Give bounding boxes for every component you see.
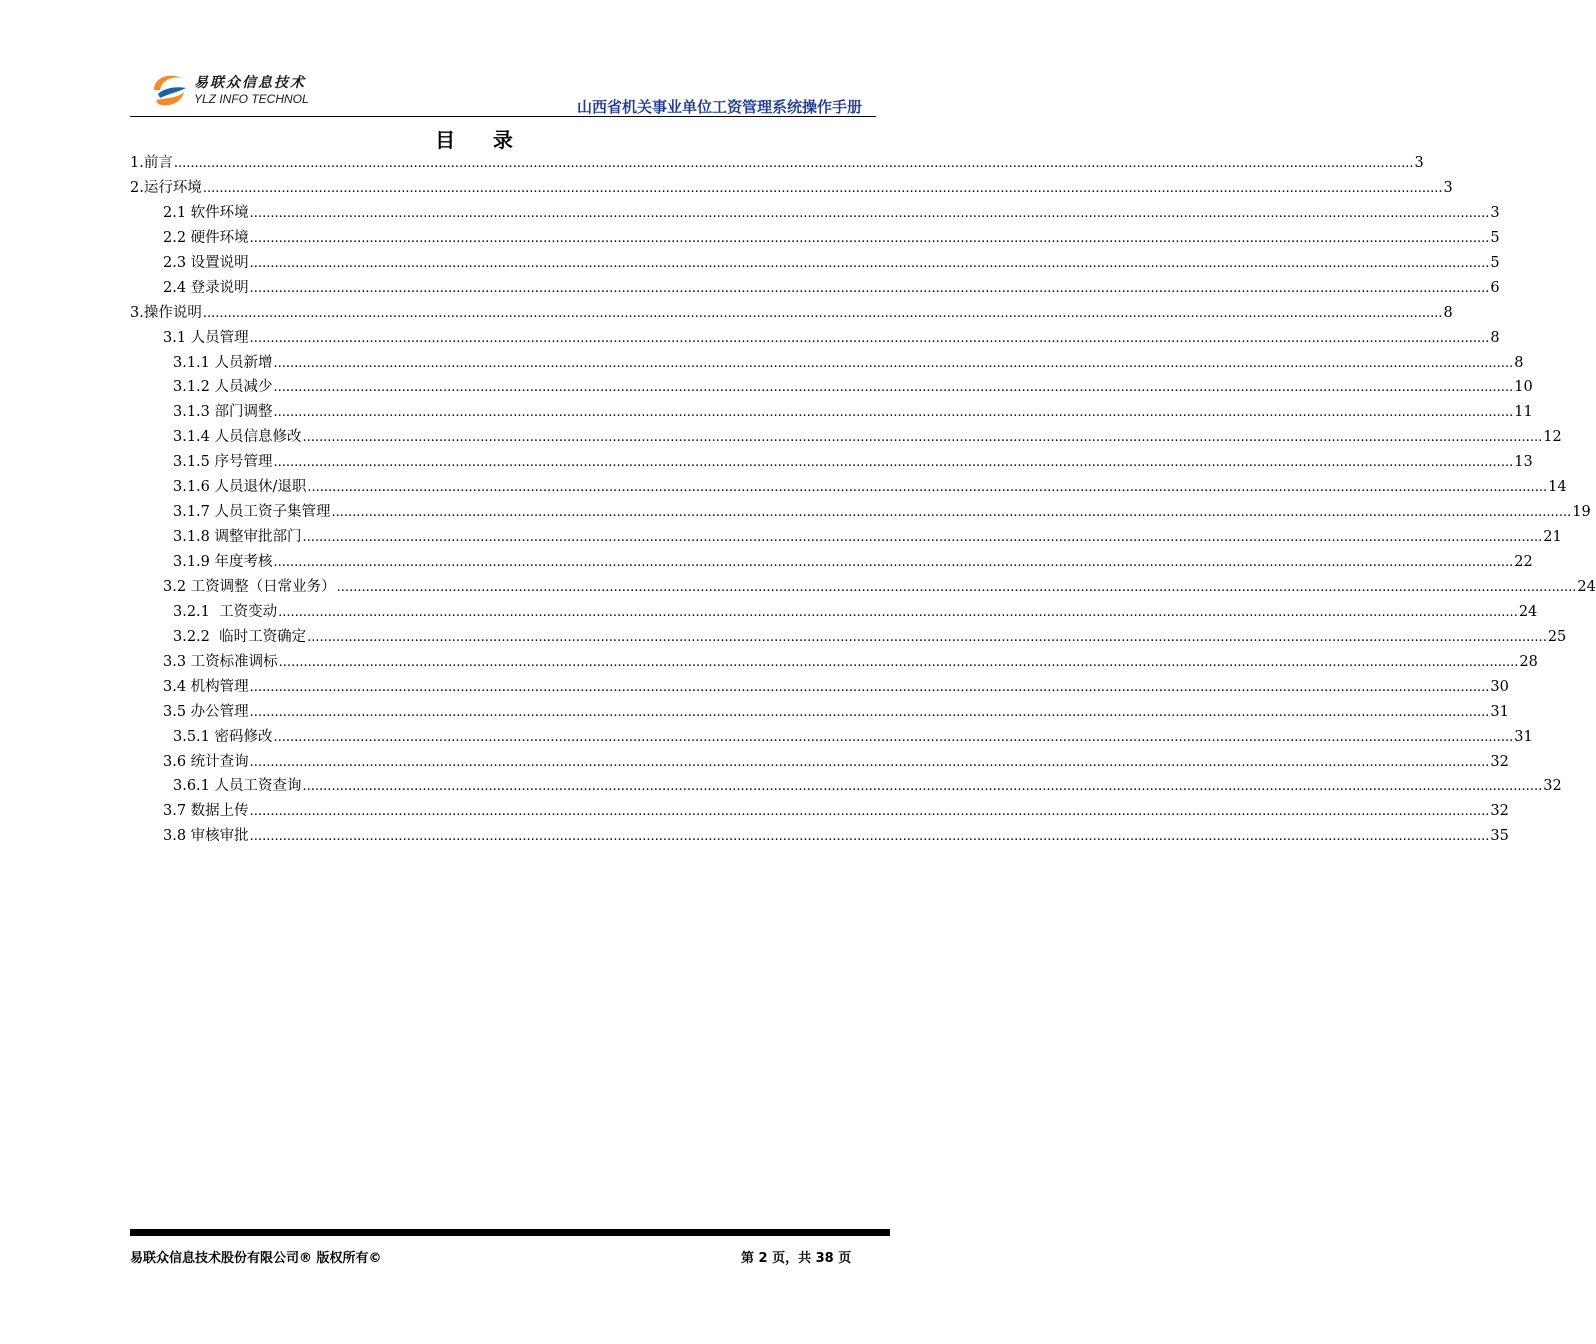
toc-entry-title: 3.2.1 工资变动 <box>173 603 278 620</box>
toc-entry-title: 3.5.1 密码修改 <box>173 728 273 745</box>
toc-dot-leader: ............................................................................................................................................................................................................................................................................................................ <box>273 405 1514 421</box>
toc-entry-page: 35 <box>1490 828 1509 845</box>
toc-entry[interactable] <box>130 450 1533 475</box>
toc-entry[interactable] <box>130 774 1562 799</box>
toc-dot-leader: ............................................................................................................................................................................................................................................................................................................ <box>249 255 1490 271</box>
toc-entry-title: 3.2.2 临时工资确定 <box>173 628 307 645</box>
toc-entry[interactable] <box>130 525 1562 550</box>
toc-entry[interactable] <box>130 750 1509 775</box>
toc-entry-title: 3.1.9 年度考核 <box>173 554 273 570</box>
toc-entry-page: 3 <box>1490 204 1500 221</box>
header-divider <box>130 116 876 117</box>
toc-entry[interactable] <box>130 700 1509 725</box>
toc-entry-page: 30 <box>1490 678 1509 695</box>
table-of-contents <box>130 151 1596 849</box>
toc-dot-leader: ............................................................................................................................................................................................................................................................................................................ <box>302 430 1543 446</box>
toc-entry-page: 28 <box>1519 653 1538 670</box>
toc-dot-leader: ............................................................................................................................................................................................................................................................................................................ <box>273 355 1514 371</box>
toc-dot-leader: ............................................................................................................................................................................................................................................................................................................ <box>202 305 1443 321</box>
toc-entry[interactable] <box>130 650 1538 675</box>
toc-dot-leader: ............................................................................................................................................................................................................................................................................................................ <box>249 205 1490 221</box>
toc-entry-title: 3.1.7 人员工资子集管理 <box>173 504 331 521</box>
toc-entry-title: 3.1.1 人员新增 <box>173 354 273 371</box>
toc-entry[interactable] <box>130 600 1538 625</box>
toc-entry-page: 21 <box>1543 529 1562 546</box>
toc-dot-leader: ............................................................................................................................................................................................................................................................................................................ <box>249 280 1490 296</box>
toc-entry-title: 3.6.1 人员工资查询 <box>173 778 302 795</box>
toc-dot-leader: ............................................................................................................................................................................................................................................................................................................ <box>273 729 1514 745</box>
toc-entry-page: 8 <box>1443 304 1453 321</box>
toc-entry-title: 3.7 数据上传 <box>163 803 249 820</box>
toc-entry-page: 14 <box>1548 479 1567 496</box>
toc-entry-page: 32 <box>1543 778 1562 795</box>
toc-entry-title: 3.6 统计查询 <box>163 753 249 770</box>
toc-entry[interactable] <box>130 201 1500 226</box>
toc-dot-leader: ............................................................................................................................................................................................................................................................................................................ <box>173 156 1414 171</box>
toc-entry-page: 5 <box>1490 254 1500 271</box>
toc-entry-page: 10 <box>1514 379 1533 396</box>
toc-dot-leader: ............................................................................................................................................................................................................................................................................................................ <box>307 629 1547 645</box>
toc-entry[interactable] <box>130 475 1567 500</box>
toc-entry-page: 31 <box>1514 728 1533 745</box>
toc-entry-title: 2.1 软件环境 <box>163 204 249 221</box>
toc-entry-page: 19 <box>1572 504 1591 521</box>
toc-entry-title: 3.1.2 人员减少 <box>173 379 273 396</box>
toc-entry[interactable] <box>130 625 1567 650</box>
footer-copyright: 易联众信息技术股份有限公司® 版权所有© <box>130 1251 382 1266</box>
toc-entry-title: 1.前言 <box>130 155 173 171</box>
toc-entry[interactable] <box>130 351 1524 376</box>
toc-entry[interactable] <box>130 151 1424 176</box>
toc-entry[interactable] <box>130 799 1509 824</box>
toc-entry-title: 2.运行环境 <box>130 179 202 196</box>
toc-entry-title: 3.1.5 序号管理 <box>173 454 273 471</box>
toc-entry-page: 6 <box>1490 279 1500 296</box>
toc-title: 目 录 <box>435 128 515 152</box>
toc-entry-page: 13 <box>1514 454 1533 471</box>
toc-dot-leader: ............................................................................................................................................................................................................................................................................................................ <box>331 505 1572 521</box>
toc-entry-page: 32 <box>1490 753 1509 770</box>
toc-entry-title: 3.1.4 人员信息修改 <box>173 429 302 446</box>
toc-entry-title: 3.5 办公管理 <box>163 703 249 720</box>
toc-entry-page: 8 <box>1514 354 1524 371</box>
toc-entry-title: 3.1.3 部门调整 <box>173 404 273 421</box>
toc-entry-page: 32 <box>1490 803 1509 820</box>
toc-dot-leader: ............................................................................................................................................................................................................................................................................................................ <box>249 704 1490 720</box>
toc-entry-page: 11 <box>1514 404 1533 421</box>
toc-entry[interactable] <box>130 226 1500 251</box>
toc-entry[interactable] <box>130 824 1509 849</box>
toc-entry-title: 3.3 工资标准调标 <box>163 653 278 670</box>
footer-divider <box>130 1229 890 1236</box>
footer-page-number: 第 2 页，共 38 页 <box>741 1251 852 1266</box>
toc-entry-title: 3.4 机构管理 <box>163 678 249 695</box>
toc-entry-page: 5 <box>1490 229 1500 246</box>
toc-entry-title: 2.3 设置说明 <box>163 254 249 271</box>
toc-entry[interactable] <box>130 326 1500 351</box>
toc-entry[interactable] <box>130 400 1533 425</box>
toc-dot-leader: ............................................................................................................................................................................................................................................................................................................ <box>278 604 1518 620</box>
toc-entry[interactable] <box>130 375 1533 400</box>
toc-entry[interactable] <box>130 176 1453 201</box>
toc-dot-leader: ............................................................................................................................................................................................................................................................................................................ <box>307 480 1548 496</box>
toc-dot-leader: ............................................................................................................................................................................................................................................................................................................ <box>249 829 1490 845</box>
toc-dot-leader: ............................................................................................................................................................................................................................................................................................................ <box>273 455 1514 471</box>
toc-entry-page: 3 <box>1443 179 1453 196</box>
toc-dot-leader: ............................................................................................................................................................................................................................................................................................................ <box>278 654 1519 670</box>
toc-entry[interactable] <box>130 675 1509 700</box>
document-header-title: 山西省机关事业单位工资管理系统操作手册 <box>576 98 862 116</box>
toc-entry-title: 3.1 人员管理 <box>163 329 249 346</box>
toc-entry-title: 3.1.6 人员退休/退职 <box>173 479 307 496</box>
toc-dot-leader: ............................................................................................................................................................................................................................................................................................................ <box>249 230 1490 246</box>
toc-dot-leader: ............................................................................................................................................................................................................................................................................................................ <box>273 555 1514 570</box>
toc-entry[interactable] <box>130 301 1453 326</box>
toc-entry-title: 3.操作说明 <box>130 304 202 321</box>
toc-entry-title: 3.2 工资调整（日常业务） <box>163 578 336 595</box>
toc-entry-page: 8 <box>1490 329 1500 346</box>
ylz-logo-icon <box>148 68 190 110</box>
toc-entry[interactable] <box>130 725 1533 750</box>
toc-entry-title: 2.2 硬件环境 <box>163 229 249 246</box>
toc-entry-page: 25 <box>1547 628 1567 645</box>
toc-entry[interactable] <box>130 575 1596 600</box>
toc-dot-leader: ............................................................................................................................................................................................................................................................................................................ <box>249 754 1490 770</box>
toc-entry[interactable] <box>130 425 1562 450</box>
logo-english-text: YLZ INFO TECHNOL <box>194 92 309 106</box>
toc-dot-leader: ............................................................................................................................................................................................................................................................................................................ <box>273 380 1514 396</box>
toc-entry-title: 3.8 审核审批 <box>163 828 249 845</box>
toc-dot-leader: ............................................................................................................................................................................................................................................................................................................ <box>249 679 1490 695</box>
logo-chinese-text: 易联众信息技术 <box>194 75 306 91</box>
toc-dot-leader: ............................................................................................................................................................................................................................................................................................................ <box>336 579 1577 595</box>
toc-entry-page: 31 <box>1490 703 1509 720</box>
toc-entry[interactable] <box>130 550 1533 575</box>
toc-entry[interactable] <box>130 500 1591 525</box>
toc-entry-page: 12 <box>1543 429 1562 446</box>
toc-dot-leader: ............................................................................................................................................................................................................................................................................................................ <box>249 804 1490 820</box>
toc-entry[interactable] <box>130 251 1500 276</box>
toc-entry-page: 24 <box>1518 603 1538 620</box>
toc-entry-page: 24 <box>1577 578 1596 595</box>
toc-dot-leader: ............................................................................................................................................................................................................................................................................................................ <box>249 330 1490 346</box>
toc-entry[interactable] <box>130 276 1500 301</box>
toc-dot-leader: ............................................................................................................................................................................................................................................................................................................ <box>302 530 1543 546</box>
toc-entry-title: 3.1.8 调整审批部门 <box>173 529 302 546</box>
toc-entry-title: 2.4 登录说明 <box>163 279 249 296</box>
toc-dot-leader: ............................................................................................................................................................................................................................................................................................................ <box>202 180 1443 196</box>
company-logo <box>148 66 348 116</box>
toc-dot-leader: ............................................................................................................................................................................................................................................................................................................ <box>302 779 1543 795</box>
toc-entry-page: 22 <box>1514 554 1533 570</box>
toc-entry-page: 3 <box>1414 155 1424 171</box>
